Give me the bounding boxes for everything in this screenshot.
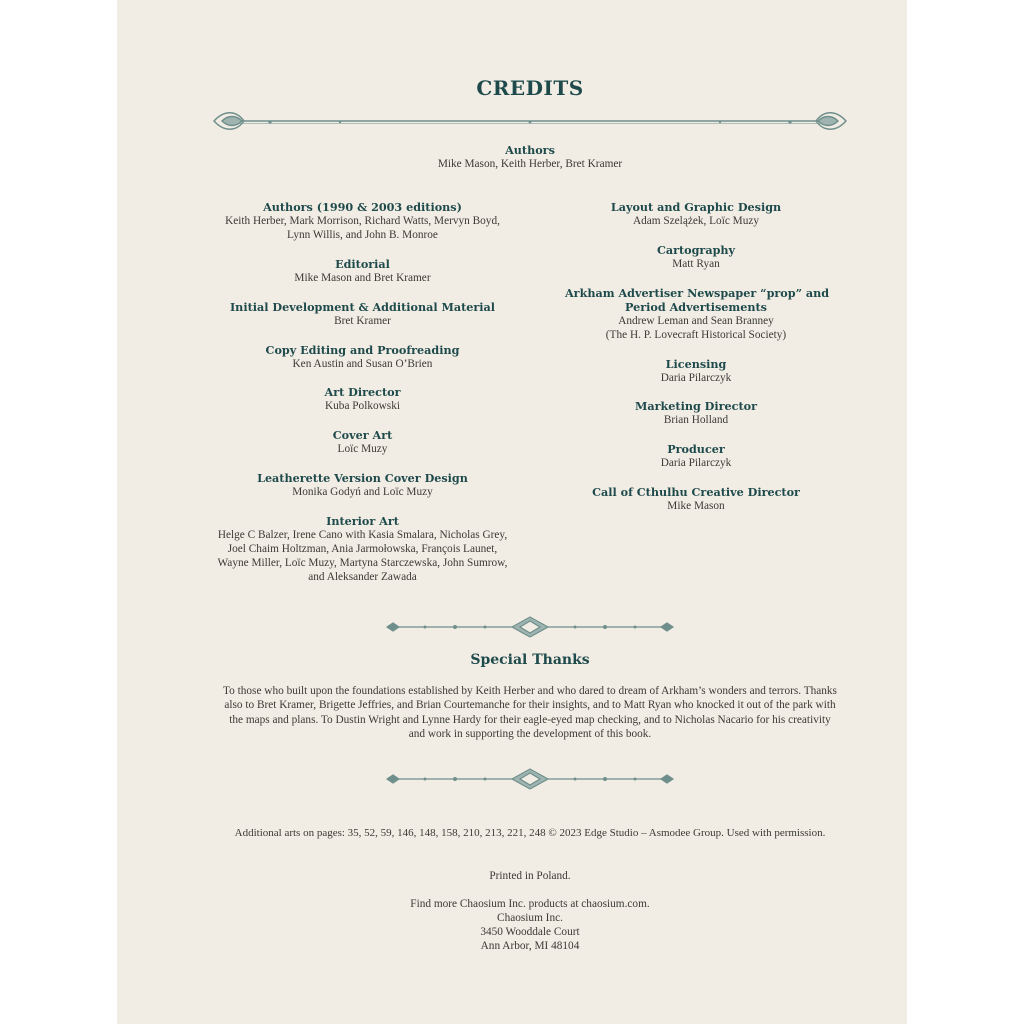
credit-arkham-advertiser <box>565 286 830 342</box>
credit-interior-art <box>205 514 520 584</box>
publisher-address <box>330 897 730 953</box>
credit-layout-design <box>565 200 827 228</box>
credit-names: Lynn Willis, and John B. Monroe <box>287 229 438 241</box>
page-title: CREDITS <box>476 76 584 100</box>
credit-heading: Licensing <box>665 357 727 371</box>
credit-marketing-director <box>565 399 827 427</box>
credit-initial-development <box>205 300 520 328</box>
special-thanks-line: the maps and plans. To Dustin Wright and Lynne Hardy for their eagle-eyed map checking, and to Nicholas Nacario for his creativity <box>229 713 831 726</box>
credit-heading: Call of Cthulhu Creative Director <box>592 485 800 499</box>
credit-names: Joel Chaim Holtzman, Ania Jarmołowska, François Launet, <box>227 543 498 555</box>
special-thanks-line: To those who built upon the foundations established by Keith Herber and who dared to dream of Arkham’s wonders and terrors. Thanks <box>223 685 837 697</box>
credit-heading: Initial Development & Additional Material <box>229 300 496 314</box>
credit-leatherette-cover <box>205 471 520 499</box>
credit-heading: Copy Editing and Proofreading <box>265 343 460 357</box>
credit-copy-editing <box>205 343 520 371</box>
credit-creative-director <box>565 485 827 513</box>
address-line: Find more Chaosium Inc. products at chaosium.com. <box>410 898 650 910</box>
address-line: 3450 Wooddale Court <box>480 926 580 938</box>
credit-names: Daria Pilarczyk <box>660 372 732 384</box>
credit-heading: Cover Art <box>332 428 393 442</box>
credit-names: Andrew Leman and Sean Branney <box>618 315 774 327</box>
credit-names: (The H. P. Lovecraft Historical Society) <box>605 329 787 341</box>
credit-art-director <box>205 385 520 413</box>
credit-heading: Art Director <box>324 385 401 399</box>
credit-heading: Editorial <box>335 257 390 271</box>
credit-heading: Authors (1990 & 2003 editions) <box>263 200 462 214</box>
ornamental-divider-top <box>210 104 850 138</box>
credit-heading: Layout and Graphic Design <box>610 200 782 214</box>
credit-names: and Aleksander Zawada <box>308 571 417 583</box>
credit-names: Adam Szelążek, Loïc Muzy <box>632 215 760 227</box>
credit-heading: Authors <box>505 143 555 157</box>
credit-heading-continued: Period Advertisements <box>625 300 767 314</box>
credit-cover-art <box>205 428 520 456</box>
credit-names: Mike Mason, Keith Herber, Bret Kramer <box>437 158 623 170</box>
credit-authors-editions <box>205 200 520 242</box>
credit-names: Bret Kramer <box>334 315 391 327</box>
ornamental-divider-bottom <box>385 766 675 792</box>
credit-heading: Arkham Advertiser Newspaper “prop” and <box>565 286 830 300</box>
address-line: Ann Arbor, MI 48104 <box>480 940 580 952</box>
credit-names: Loïc Muzy <box>337 443 388 455</box>
credit-heading: Interior Art <box>326 514 399 528</box>
credit-names: Kuba Polkowski <box>324 400 400 412</box>
credit-heading: Producer <box>667 442 725 456</box>
printed-in: Printed in Poland. <box>489 870 571 882</box>
credit-heading: Marketing Director <box>635 399 757 413</box>
credit-authors <box>380 143 680 171</box>
credit-names: Ken Austin and Susan O’Brien <box>292 358 433 370</box>
credit-names: Matt Ryan <box>672 258 720 270</box>
credit-names: Mike Mason <box>667 500 725 512</box>
credit-heading: Leatherette Version Cover Design <box>257 471 468 485</box>
credit-licensing <box>565 357 827 385</box>
credit-names: Helge C Balzer, Irene Cano with Kasia Smalara, Nicholas Grey, <box>217 529 508 541</box>
special-thanks-line: and work in supporting the development of this book. <box>408 728 652 741</box>
special-thanks-text <box>190 684 870 742</box>
credit-editorial <box>205 257 520 285</box>
credit-names: Monika Godyń and Loïc Muzy <box>292 486 433 498</box>
credit-names: Brian Holland <box>663 414 729 426</box>
credit-heading: Cartography <box>656 243 736 257</box>
credit-names: Daria Pilarczyk <box>660 457 732 469</box>
special-thanks-line: also to Bret Kramer, Brigette Jeffries, and Brian Courtemanche for their insights, and to Matt Ryan who knocked it out of the park with <box>224 699 836 712</box>
special-thanks-title: Special Thanks <box>470 652 590 668</box>
address-line: Chaosium Inc. <box>497 912 563 924</box>
credit-names: Wayne Miller, Loïc Muzy, Martyna Starczewska, John Sumrow, <box>217 557 508 569</box>
credit-cartography <box>565 243 827 271</box>
credit-producer <box>565 442 827 470</box>
additional-arts-note: Additional arts on pages: 35, 52, 59, 146, 148, 158, 210, 213, 221, 248 © 2023 Edge Studio – Asmodee Group. Used with permission. <box>234 827 826 839</box>
credit-names: Keith Herber, Mark Morrison, Richard Watts, Mervyn Boyd, <box>225 215 500 227</box>
ornamental-divider-middle <box>385 614 675 640</box>
credit-names: Mike Mason and Bret Kramer <box>294 272 431 284</box>
